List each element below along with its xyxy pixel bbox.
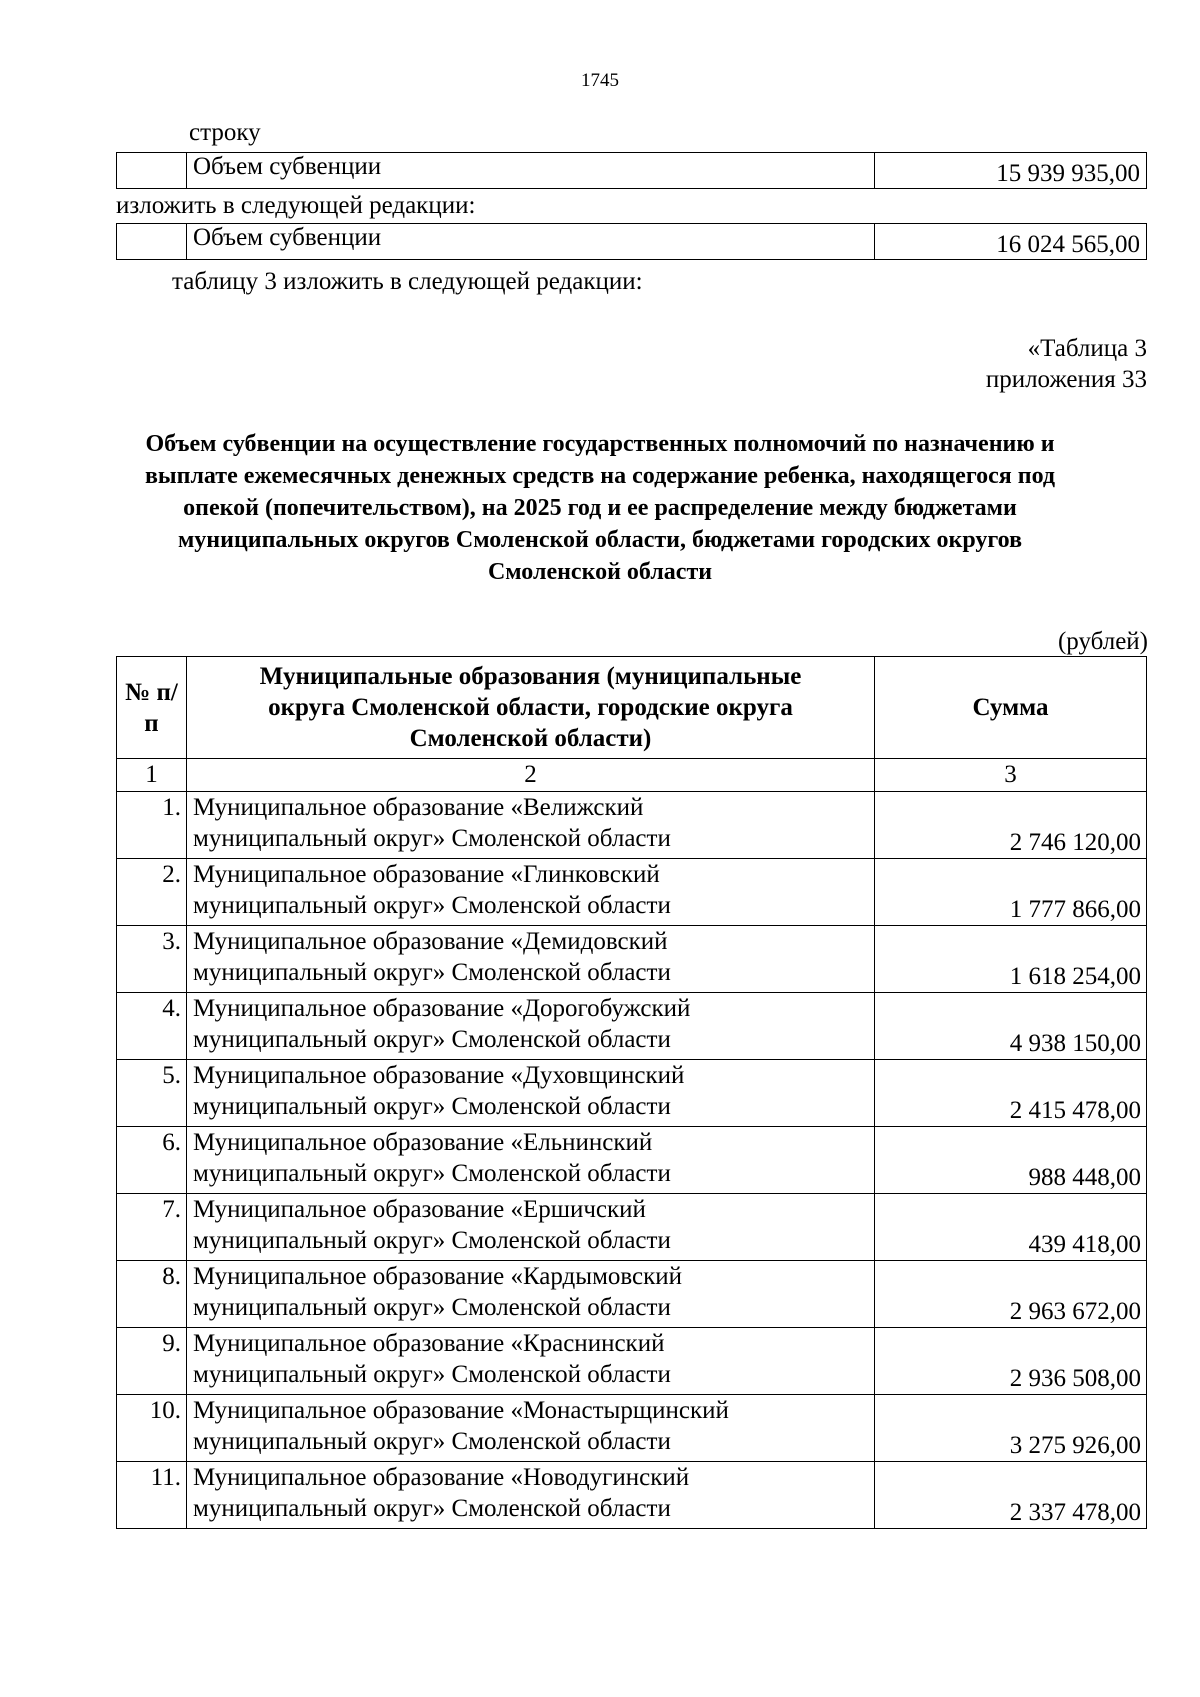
row-municipality-line2: муниципальный округ» Смоленской области (193, 1495, 671, 1522)
table-row (117, 1127, 1147, 1194)
row-municipality-line1: Муниципальное образование «Монастырщинский (193, 1397, 729, 1424)
row-municipality-line1: Муниципальное образование «Духовщинский (193, 1062, 685, 1089)
old-row-empty-cell (117, 153, 187, 189)
header-sum: Сумма (875, 657, 1147, 759)
row-municipality (187, 1194, 875, 1261)
row-number: 3. (117, 926, 187, 993)
row-number: 9. (117, 1328, 187, 1395)
row-municipality-line2: муниципальный округ» Смоленской области (193, 1026, 671, 1053)
row-municipality-line1: Муниципальное образование «Ельнинский (193, 1129, 653, 1156)
row-municipality-line1: Муниципальное образование «Ершичский (193, 1196, 646, 1223)
row-municipality-line2: муниципальный округ» Смоленской области (193, 1361, 671, 1388)
table-row (117, 1194, 1147, 1261)
row-municipality-line2: муниципальный округ» Смоленской области (193, 959, 671, 986)
new-row-empty-cell (117, 224, 187, 260)
row-amount: 3 275 926,00 (875, 1395, 1147, 1462)
table-caption (986, 333, 1147, 395)
row-municipality-line2: муниципальный округ» Смоленской области (193, 1227, 671, 1254)
column-index-2: 2 (187, 759, 875, 792)
row-municipality-line1: Муниципальное образование «Новодугинский (193, 1464, 690, 1491)
row-number: 8. (117, 1261, 187, 1328)
row-municipality-line1: Муниципальное образование «Велижский (193, 794, 644, 821)
row-municipality-line1: Муниципальное образование «Краснинский (193, 1330, 665, 1357)
row-municipality (187, 1127, 875, 1194)
table-row (117, 792, 1147, 859)
row-amount: 4 938 150,00 (875, 993, 1147, 1060)
row-amount: 439 418,00 (875, 1194, 1147, 1261)
row-municipality (187, 1060, 875, 1127)
distribution-table (116, 656, 1147, 1529)
row-municipality-line1: Муниципальное образование «Кардымовский (193, 1263, 683, 1290)
old-row-value: 15 939 935,00 (875, 153, 1147, 189)
row-municipality-line2: муниципальный округ» Смоленской области (193, 1294, 671, 1321)
row-municipality (187, 1462, 875, 1529)
row-number: 4. (117, 993, 187, 1060)
row-municipality (187, 993, 875, 1060)
intro-line-table3: таблицу 3 изложить в следующей редакции: (172, 268, 643, 295)
column-index-1: 1 (117, 759, 187, 792)
row-municipality (187, 1328, 875, 1395)
table-row (117, 859, 1147, 926)
table-row (117, 1395, 1147, 1462)
row-amount: 2 963 672,00 (875, 1261, 1147, 1328)
row-municipality (187, 1395, 875, 1462)
page-number: 1745 (581, 70, 619, 91)
new-row-value: 16 024 565,00 (875, 224, 1147, 260)
row-amount: 2 415 478,00 (875, 1060, 1147, 1127)
table-row (117, 926, 1147, 993)
header-name: Муниципальные образования (муниципальные округа Смоленской области, городские округа Смоленской области) (187, 657, 875, 759)
row-municipality-line2: муниципальный округ» Смоленской области (193, 825, 671, 852)
row-municipality (187, 1261, 875, 1328)
row-number: 1. (117, 792, 187, 859)
row-municipality-line1: Муниципальное образование «Глинковский (193, 861, 660, 888)
table-row (117, 1462, 1147, 1529)
row-municipality-line1: Муниципальное образование «Дорогобужский (193, 995, 691, 1022)
row-municipality-line1: Муниципальное образование «Демидовский (193, 928, 668, 955)
row-municipality (187, 859, 875, 926)
intro-line-replace: изложить в следующей редакции: (116, 192, 476, 219)
table-caption-line2: приложения 33 (985, 366, 1147, 393)
document-title: Объем субвенции на осуществление государственных полномочий по назначению и выплате ежемесячных денежных средств на содержание ребенка, находящегося под опекой (попечительством), на 2025 год и ее распределение между бюджетами муниципальных округов Смоленской области, бюджетами городских округов Смоленской области (144, 431, 1056, 585)
row-number: 5. (117, 1060, 187, 1127)
row-municipality (187, 792, 875, 859)
table-row (117, 993, 1147, 1060)
row-amount: 988 448,00 (875, 1127, 1147, 1194)
row-number: 10. (117, 1395, 187, 1462)
row-number: 6. (117, 1127, 187, 1194)
row-number: 11. (117, 1462, 187, 1529)
old-row-label: Объем субвенции (187, 153, 875, 189)
table-row (117, 1060, 1147, 1127)
row-amount: 2 746 120,00 (875, 792, 1147, 859)
row-amount: 1 777 866,00 (875, 859, 1147, 926)
units-label: (рублей) (1057, 628, 1148, 655)
new-row-table (116, 223, 1147, 260)
row-municipality-line2: муниципальный округ» Смоленской области (193, 1093, 671, 1120)
row-municipality (187, 926, 875, 993)
table-row (117, 1261, 1147, 1328)
table-caption-line1: «Таблица 3 (1027, 335, 1147, 362)
header-num: № п/п (117, 657, 187, 759)
table-header-row (117, 657, 1147, 759)
column-index-row (117, 759, 1147, 792)
row-number: 2. (117, 859, 187, 926)
row-municipality-line2: муниципальный округ» Смоленской области (193, 1428, 671, 1455)
row-number: 7. (117, 1194, 187, 1261)
column-index-3: 3 (875, 759, 1147, 792)
new-row-label: Объем субвенции (187, 224, 875, 260)
intro-line-row: строку (189, 119, 261, 146)
row-municipality-line2: муниципальный округ» Смоленской области (193, 1160, 671, 1187)
old-row-table (116, 152, 1147, 189)
row-amount: 1 618 254,00 (875, 926, 1147, 993)
row-amount: 2 337 478,00 (875, 1462, 1147, 1529)
row-amount: 2 936 508,00 (875, 1328, 1147, 1395)
table-row (117, 1328, 1147, 1395)
row-municipality-line2: муниципальный округ» Смоленской области (193, 892, 671, 919)
